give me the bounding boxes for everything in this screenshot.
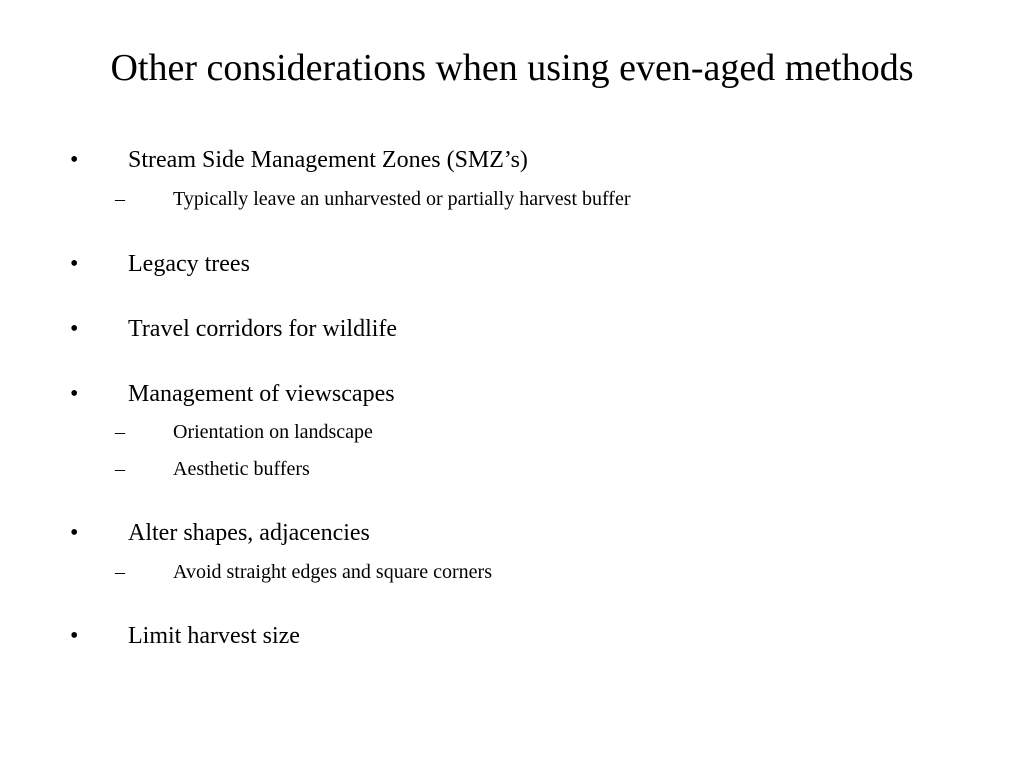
sub-item-text: Typically leave an unharvested or partially harvest buffer bbox=[173, 188, 631, 210]
bullet-text: Management of viewscapes bbox=[128, 381, 395, 407]
dash-marker: – bbox=[115, 188, 125, 210]
slide-title: Other considerations when using even-aged methods bbox=[110, 47, 914, 89]
bullet-marker: • bbox=[70, 520, 79, 546]
bullet-text: Alter shapes, adjacencies bbox=[128, 520, 370, 546]
sub-item-text: Aesthetic buffers bbox=[173, 458, 310, 480]
bullet-marker: • bbox=[70, 316, 79, 342]
dash-marker: – bbox=[115, 421, 125, 443]
dash-marker: – bbox=[115, 458, 125, 480]
bullet-marker: • bbox=[70, 381, 79, 407]
bullet-marker: • bbox=[70, 623, 79, 649]
bullet-text: Stream Side Management Zones (SMZ’s) bbox=[128, 147, 528, 173]
sub-item-text: Avoid straight edges and square corners bbox=[173, 561, 492, 583]
bullet-text: Travel corridors for wildlife bbox=[128, 316, 398, 342]
bullet-text: Legacy trees bbox=[128, 251, 250, 277]
bullet-text: Limit harvest size bbox=[128, 623, 300, 649]
bullet-marker: • bbox=[70, 147, 79, 173]
bullet-marker: • bbox=[70, 251, 79, 277]
sub-item-text: Orientation on landscape bbox=[173, 421, 373, 443]
dash-marker: – bbox=[115, 561, 125, 583]
